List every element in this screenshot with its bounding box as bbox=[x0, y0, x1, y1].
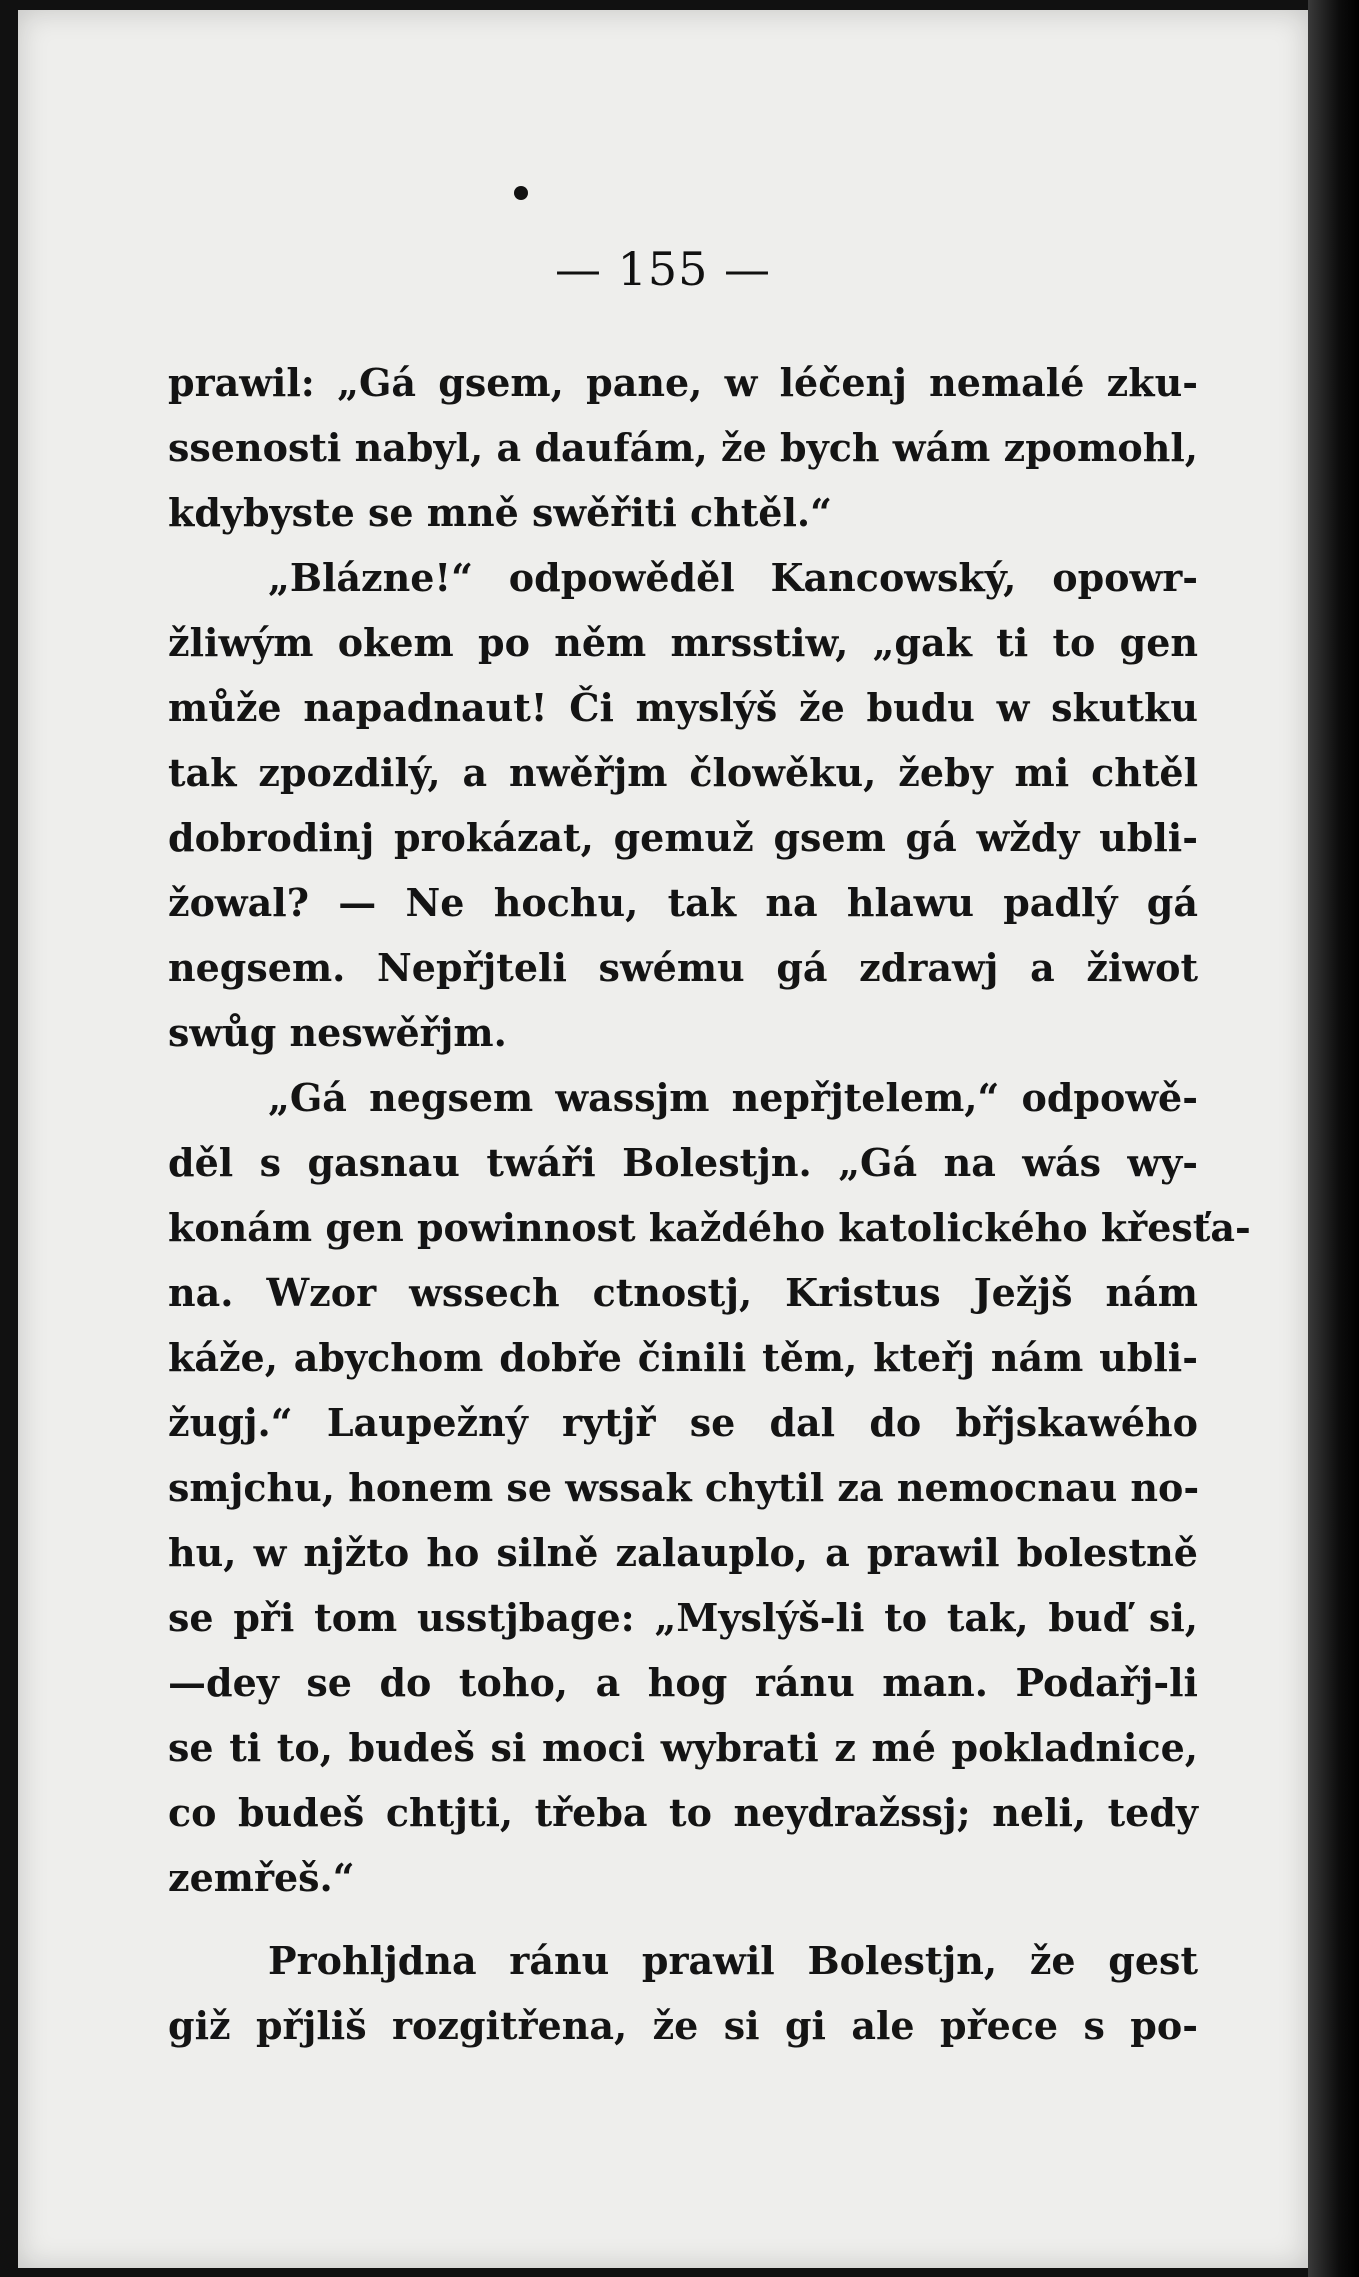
text-line: negsem. Nepřjteli swému gá zdrawj a žiwot bbox=[168, 945, 1198, 990]
body-text bbox=[168, 350, 1251, 2058]
text-line: ssenosti nabyl, a daufám, že bych wám zpomohl, bbox=[168, 425, 1198, 470]
text-line: hu, w njžto ho silně zalauplo, a prawil bolestně bbox=[168, 1530, 1198, 1575]
text-line: „Blázne!“ odpowěděl Kancowský, opowr- bbox=[268, 555, 1198, 600]
text-line: zemřeš.“ bbox=[168, 1855, 355, 1900]
text-line: tak zpozdilý, a nwěřjm člowěku, žeby mi chtěl bbox=[168, 750, 1198, 795]
text-line: prawil: „Gá gsem, pane, w léčenj nemalé zku- bbox=[168, 360, 1198, 405]
page-number: — 155 — bbox=[554, 242, 772, 296]
text-line: „Gá negsem wassjm nepřjtelem,“ odpowě- bbox=[268, 1075, 1198, 1120]
text-line: Prohljdna ránu prawil Bolestjn, že gest bbox=[268, 1938, 1198, 1983]
text-line: —dey se do toho, a hog ránu man. Podařj-li bbox=[168, 1660, 1198, 1705]
text-line: giž přjliš rozgitřena, že si gi ale přece s po- bbox=[168, 2003, 1198, 2048]
text-line: konám gen powinnost každého katolického křesťa- bbox=[168, 1205, 1251, 1250]
text-line: káže, abychom dobře činili těm, kteřj nám ubli- bbox=[168, 1335, 1198, 1380]
text-line: na. Wzor wssech ctnostj, Kristus Ježjš nám bbox=[168, 1270, 1198, 1315]
text-line: kdybyste se mně swěřiti chtěl.“ bbox=[168, 490, 832, 535]
text-line: se při tom usstjbage: „Myslýš-li to tak, buď si, bbox=[168, 1595, 1198, 1640]
ink-dot bbox=[514, 186, 528, 200]
text-line: dobrodinj prokázat, gemuž gsem gá wždy ubli- bbox=[168, 815, 1198, 860]
book-page bbox=[18, 10, 1308, 2268]
text-line: smjchu, honem se wssak chytil za nemocnau no- bbox=[168, 1465, 1200, 1510]
text-line: žliwým okem po něm mrsstiw, „gak ti to gen bbox=[168, 620, 1198, 665]
text-line: děl s gasnau twáři Bolestjn. „Gá na wás wy- bbox=[168, 1140, 1198, 1185]
text-line: může napadnaut! Či myslýš že budu w skutku bbox=[168, 685, 1198, 730]
text-line: žowal? — Ne hochu, tak na hlawu padlý gá bbox=[168, 880, 1198, 925]
text-line: žugj.“ Laupežný rytjř se dal do břjskawého bbox=[168, 1400, 1198, 1445]
book-spine-shadow bbox=[1308, 0, 1359, 2277]
text-line: se ti to, budeš si moci wybrati z mé pokladnice, bbox=[168, 1725, 1198, 1770]
text-line: swůg neswěřjm. bbox=[168, 1010, 507, 1055]
text-line: co budeš chtjti, třeba to neydražssj; neli, tedy bbox=[168, 1790, 1198, 1835]
